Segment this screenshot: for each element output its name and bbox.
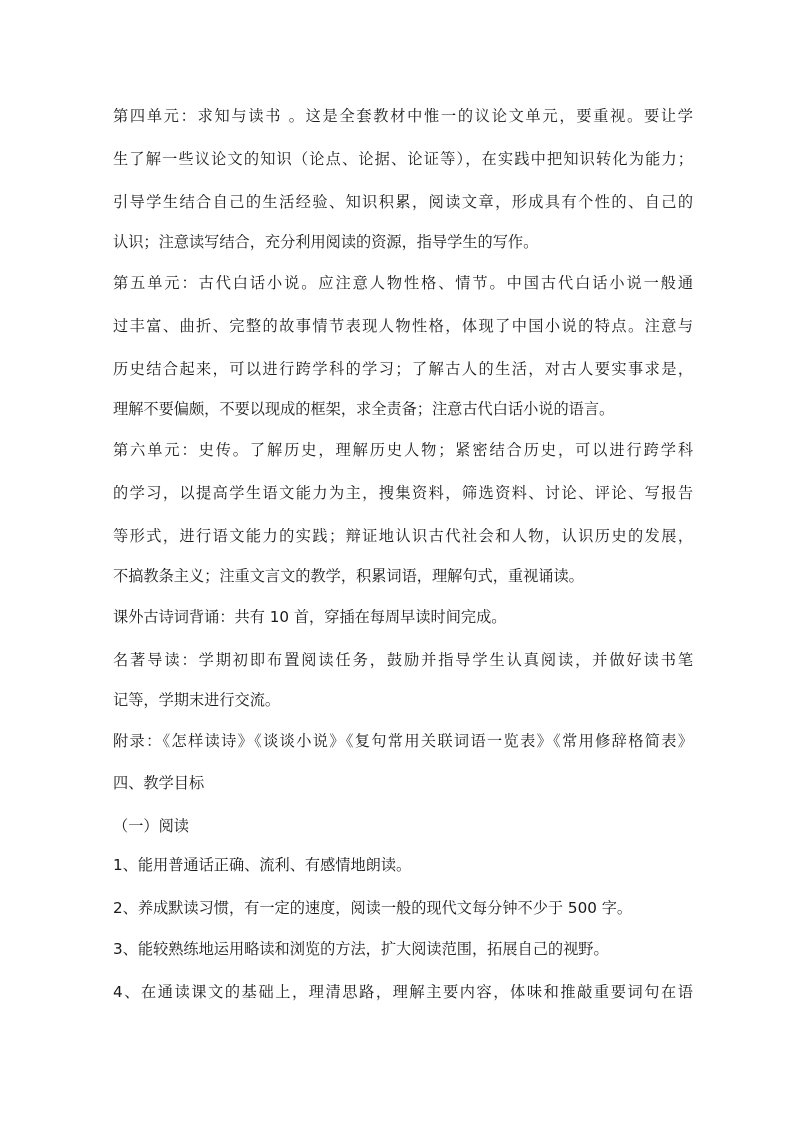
objective-item-2: 2、养成默读习惯，有一定的速度，阅读一般的现代文每分钟不少于 500 字。 [113, 899, 633, 917]
paragraph-unit4-line-1: 第四单元：求知与读书 。这是全套教材中惟一的议论文单元，要重视。要让学 [113, 107, 693, 125]
paragraph-unit6-line-2: 的学习，以提高学生语文能力为主，搜集资料，筛选资料、讨论、评论、写报告 [113, 484, 693, 502]
paragraph-unit6-line-3: 等形式，进行语文能力的实践；辩证地认识古代社会和人物，认识历史的发展， [113, 527, 693, 545]
objective-item-4-line-1: 4、在通读课文的基础上，理清思路，理解主要内容，体味和推敲重要词句在语 [113, 983, 693, 1001]
objective-item-3: 3、能较熟练地运用略读和浏览的方法，扩大阅读范围，拓展自己的视野。 [113, 940, 609, 958]
paragraph-unit5-line-3: 历史结合起来，可以进行跨学科的学习；了解古人的生活，对古人要实事求是， [113, 360, 693, 378]
heading-teaching-objectives: 四、教学目标 [113, 774, 205, 792]
paragraph-appendix: 附录：《怎样读诗》《谈谈小说》《复句常用关联词语一览表》《常用修辞格简表》 [113, 732, 693, 750]
paragraph-classics-line-2: 记等，学期末进行交流。 [113, 691, 281, 709]
paragraph-classics-line-1: 名著导读：学期初即布置阅读任务，鼓励并指导学生认真阅读，并做好读书笔 [113, 651, 693, 669]
paragraph-poetry-recitation: 课外古诗词背诵：共有 10 首，穿插在每周早读时间完成。 [113, 608, 507, 626]
paragraph-unit5-line-4: 理解不要偏颇，不要以现成的框架，求全责备；注意古代白话小说的语言。 [113, 400, 615, 418]
subheading-reading: （一）阅读 [113, 817, 189, 835]
paragraph-unit6-line-1: 第六单元：史传。了解历史，理解历史人物；紧密结合历史，可以进行跨学科 [113, 441, 693, 459]
paragraph-unit4-line-3: 引导学生结合自己的生活经验、知识积累，阅读文章，形成具有个性的、自己的 [113, 193, 693, 211]
paragraph-unit5-line-1: 第五单元：古代白话小说。应注意人物性格、情节。中国古代白话小说一般通 [113, 274, 693, 292]
paragraph-unit4-line-2: 生了解一些议论文的知识（论点、论据、论证等），在实践中把知识转化为能力； [113, 150, 693, 168]
paragraph-unit5-line-2: 过丰富、曲折、完整的故事情节表现人物性格，体现了中国小说的特点。注意与 [113, 317, 693, 335]
paragraph-unit4-line-4: 认识；注意读写结合，充分利用阅读的资源，指导学生的写作。 [113, 233, 539, 251]
paragraph-unit6-line-4: 不搞教条主义；注重文言文的教学，积累词语，理解句式，重视诵读。 [113, 567, 584, 585]
objective-item-1: 1、能用普通话正确、流利、有感情地朗读。 [113, 856, 412, 874]
